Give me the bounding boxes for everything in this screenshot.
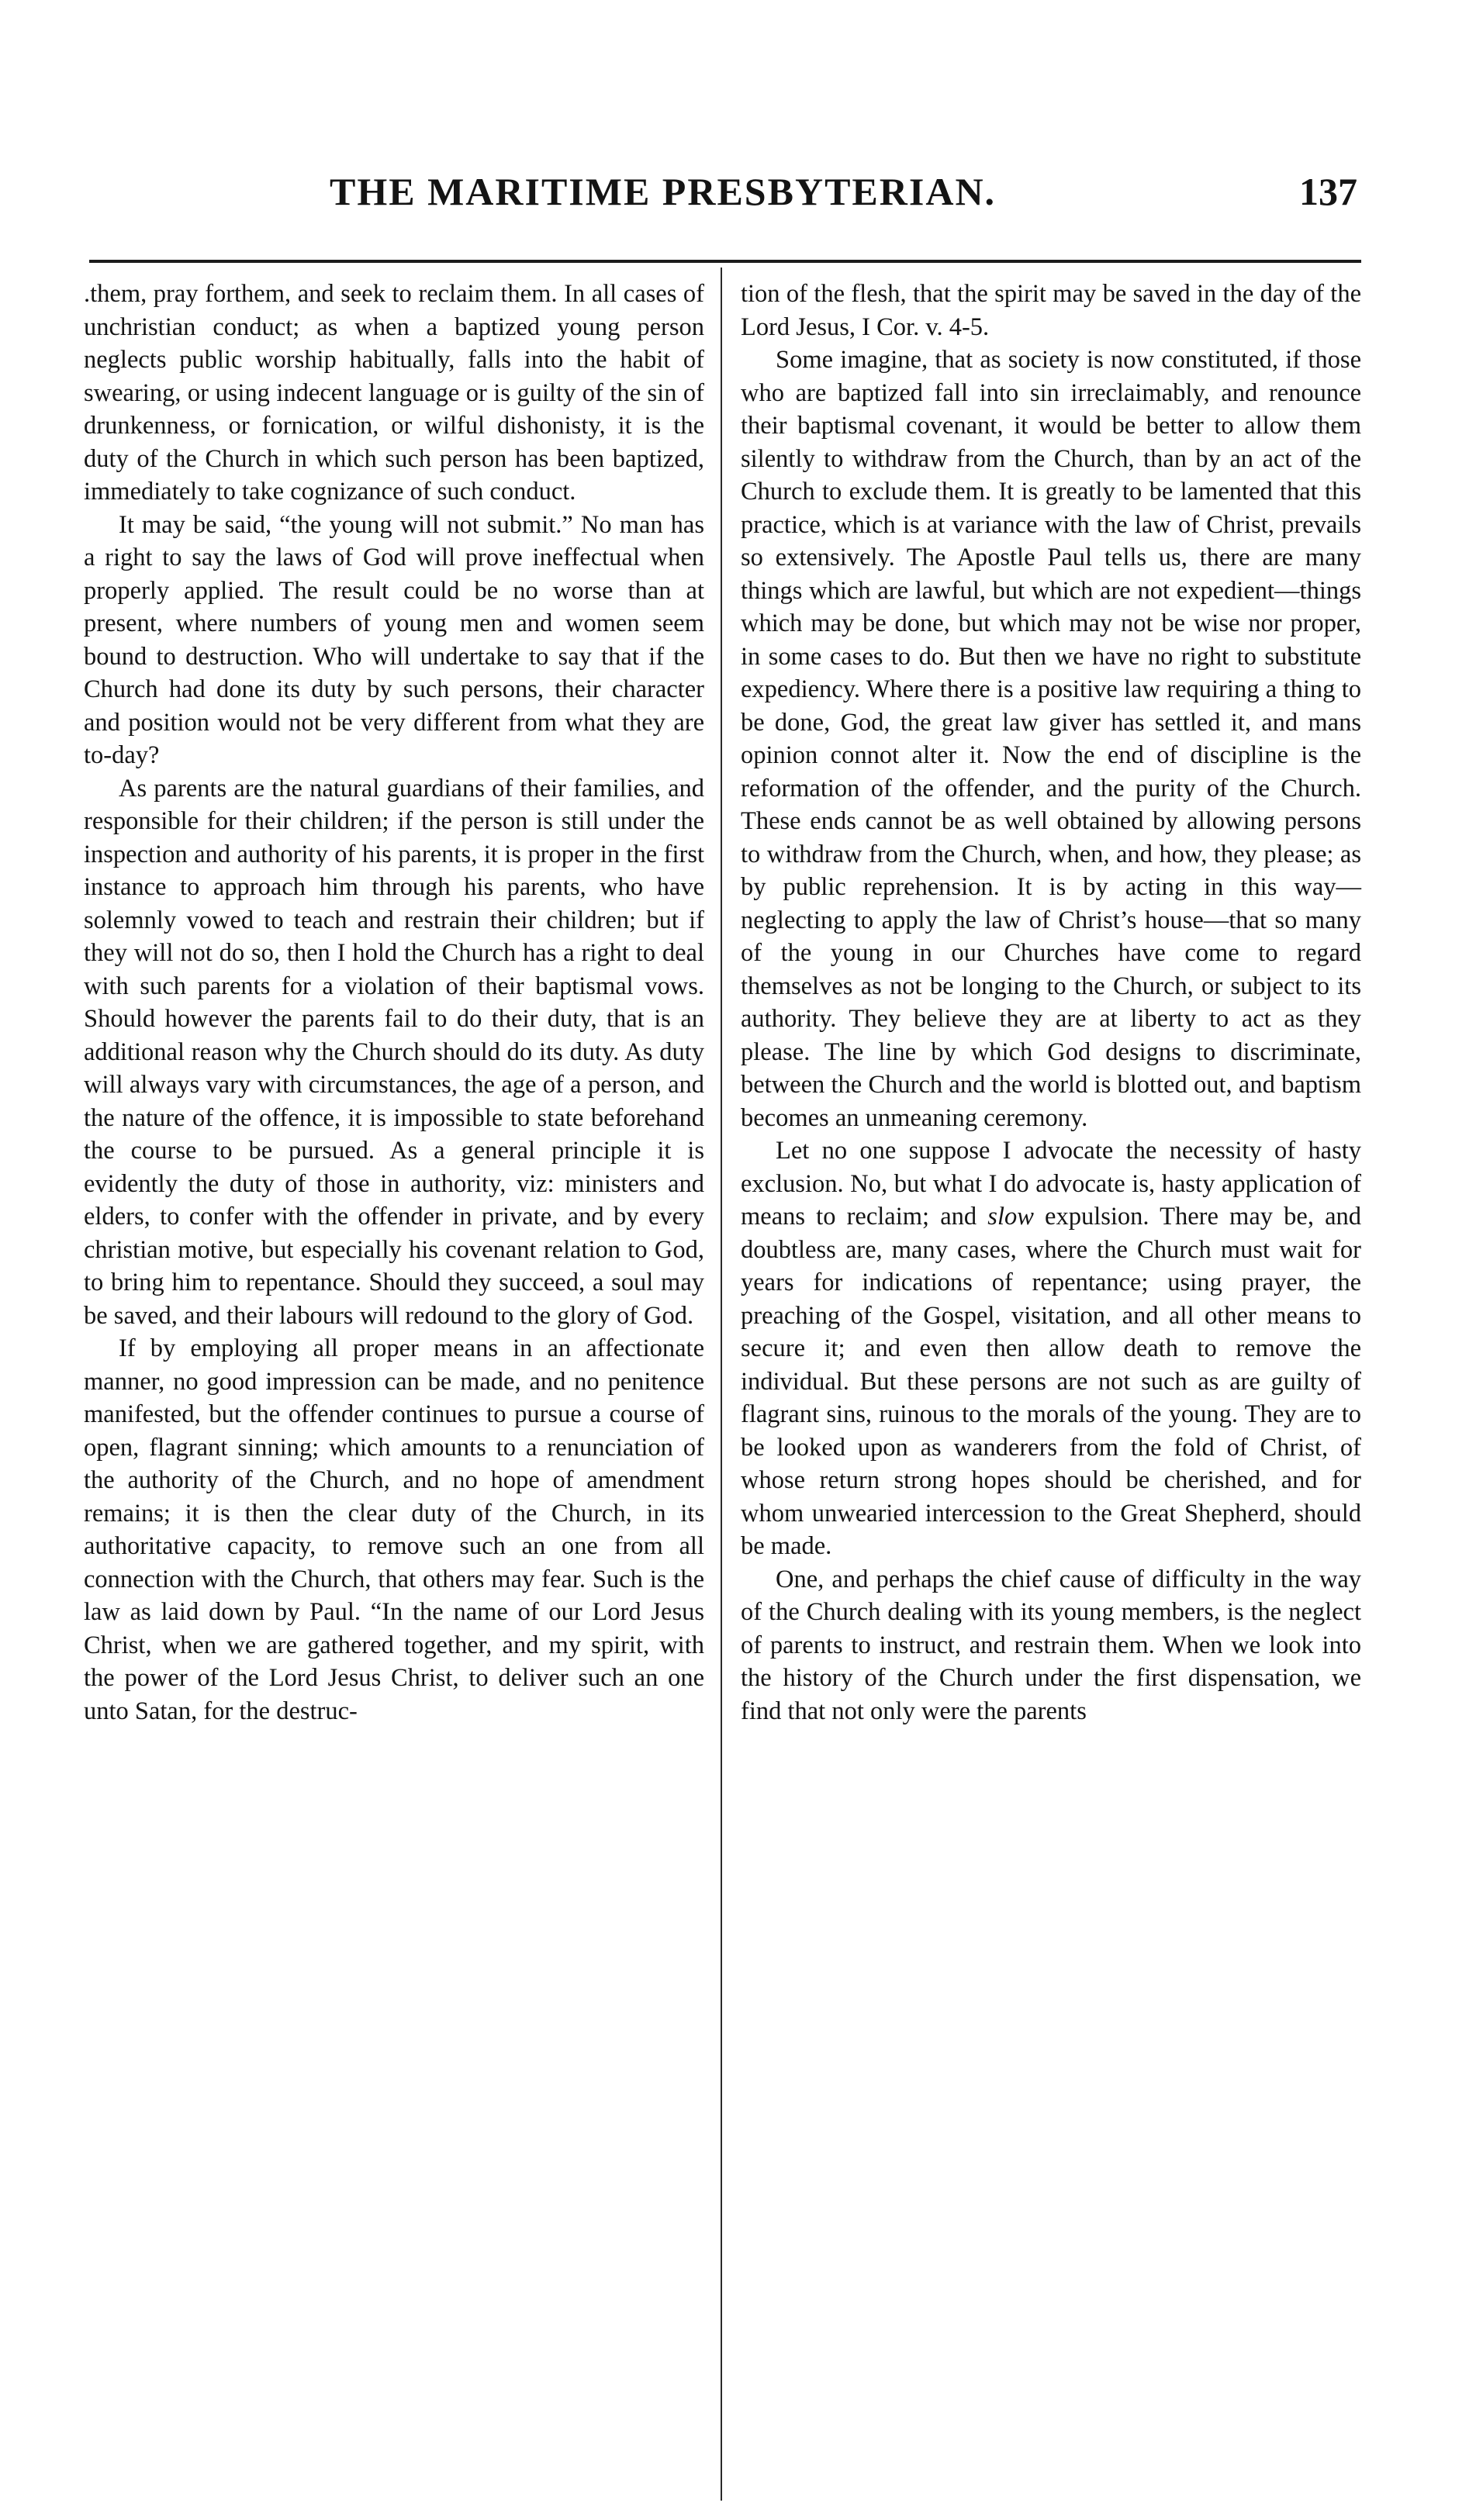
running-head bbox=[85, 169, 1357, 231]
paragraph: One, and perhaps the chief cause of difficulty in the way of the Church dealing with its young members, is the neglect of parents to instruct, and restrain them. When we look into the history of the Church under the first dispensation, we find that not only were the parents bbox=[741, 1565, 1361, 1725]
paragraph: If by employing all proper means in an affectionate manner, no good impression can be made, and no penitence manifested, but the offender continues to pursue a course of open, flagrant sinning; which amounts to a renunciation of the authority of the Church, and no hope of amendment remains; it is then the clear duty of the Church, in its authoritative capacity, to remove such an one from all connection with the Church, that others may fear. Such is the law as laid down by Paul. “In the name of our Lord Jesus Christ, when we are gathered together, and my spirit, with the power of the Lord Jesus Christ, to deliver such an one unto Satan, for the destruc- bbox=[84, 1334, 704, 1725]
paragraph: Some imagine, that as society is now constituted, if those who are baptized fall into sin irreclaimably, and renounce their baptismal covenant, it would be better to allow them silently to withdraw from the Church, than by an act of the Church to exclude them. It is greatly to be lamented that this practice, which is at variance with the law of Christ, prevails so extensively. The Apostle Paul tells us, there are many things which are lawful, but which are not expedient—things which may be done, but which may not be wise nor proper, in some cases to do. But then we have no right to substitute expediency. Where there is a positive law requiring a thing to be done, God, the great law giver has settled it, and mans opinion connot alter it. Now the end of discipline is the reformation of the offender, and the purity of the Church. These ends cannot be as well obtained by allowing persons to withdraw from the Church, when, and how, they please; as by public reprehension. It is by acting in this way—neglecting to apply the law of Christ’s house—that so many of the young in our Churches have come to regard themselves as not be longing to the Church, or subject to its authority. They believe they are at liberty to act as they please. The line by which God designs to discriminate, between the Church and the world is blotted out, and baptism becomes an unmeaning ceremony. bbox=[741, 346, 1361, 1132]
paragraph: It may be said, “the young will not submit.” No man has a right to say the laws of God will prove ineffectual when properly applied. The result could be no worse than at present, where numbers of young men and women seem bound to destruction. Who will undertake to say that if the Church had done its duty by such persons, their character and position would not be very different from what they are to-day? bbox=[84, 510, 704, 769]
header-rule bbox=[89, 260, 1361, 263]
emphasis-text: slow bbox=[987, 1203, 1034, 1231]
paragraph: As parents are the natural guardians of their families, and responsible for their children; if the person is still under the inspection and authority of his parents, it is proper in the first instance to approach him through his parents, who have solemnly vowed to teach and restrain their children; but if they will not do so, then I hold the Church has a right to deal with such parents for a violation of their baptismal vows. Should however the parents fail to do their duty, that is an additional reason why the Church should do its duty. As duty will always vary with circumstances, the age of a person, and the nature of the offence, it is impossible to state beforehand the course to be pursued. As a general principle it is evidently the duty of those in authority, viz: ministers and elders, to confer with the offender in private, and by every christian motive, but especially his covenant relation to God, to bring him to repentance. Should they succeed, a soul may be saved, and their labours will redound to the glory of God. bbox=[84, 774, 704, 1330]
paragraph bbox=[741, 1134, 1361, 1563]
paragraph-text: expulsion. There may be, and doubtless are, many cases, where the Church must wait for years for indications of repentance; using prayer, the preaching of the Gospel, visitation, and all other means to secure it; and even then allow death to remove the individual. But these persons are not such as are guilty of flagrant sins, ruinous to the morals of the young. They are to be looked upon as wanderers from the fold of Christ, of whose return strong hopes should be cherished, and for whom unwearied intercession to the Great Shepherd, should be made. bbox=[741, 1203, 1362, 1560]
paragraph: tion of the flesh, that the spirit may be saved in the day of the Lord Jesus, I Cor. v. 4-5. bbox=[741, 280, 1361, 341]
column-divider bbox=[721, 268, 722, 2501]
right-column bbox=[741, 278, 1361, 1728]
paragraph: .them, pray forthem, and seek to reclaim them. In all cases of unchristian conduct; as when a baptized young person neglects public worship habitually, falls into the habit of swearing, or using indecent language or is guilty of the sin of drunkenness, or fornication, or wilful dishonisty, it is the duty of the Church in which such person has been baptized, immediately to take cognizance of such conduct. bbox=[84, 280, 704, 506]
journal-title: THE MARITIME PRESBYTERIAN. bbox=[330, 170, 997, 213]
page-number: 137 bbox=[1299, 170, 1357, 213]
left-column bbox=[84, 278, 704, 1728]
paragraph-text: Let no one suppose I advocate the necessity of hasty exclusion. No, but what I do advocate is, hasty application of means to reclaim; and bbox=[741, 1137, 1361, 1231]
